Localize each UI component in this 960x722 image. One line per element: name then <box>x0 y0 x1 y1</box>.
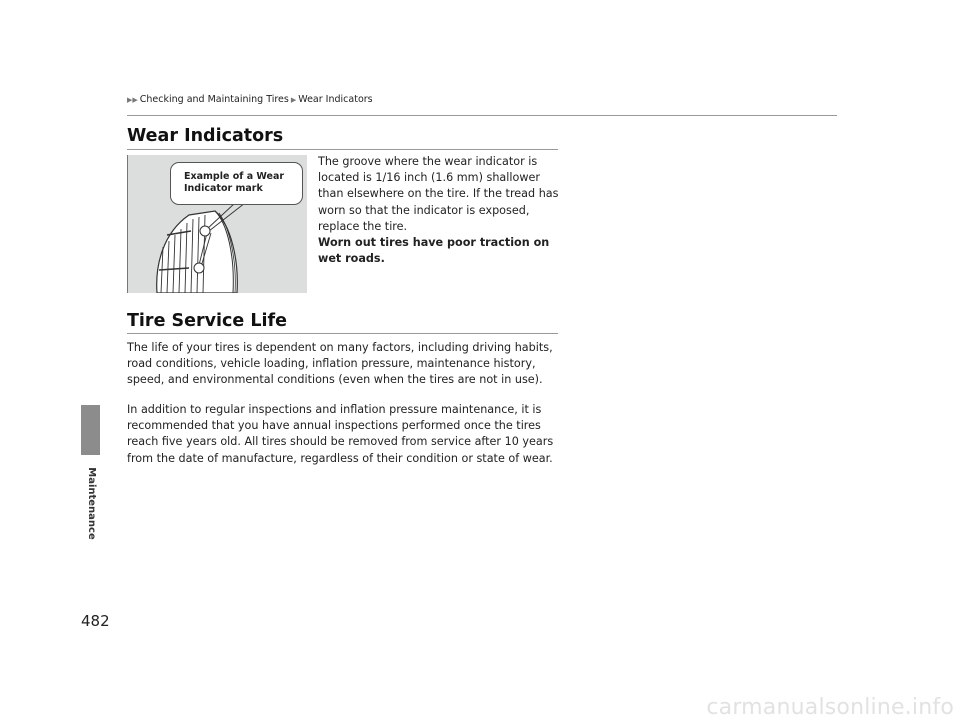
wear-indicators-divider <box>127 149 558 150</box>
breadcrumb-item-checking-tires[interactable]: Checking and Maintaining Tires <box>139 94 289 105</box>
wear-indicators-warning: Worn out tires have poor traction on wet roads. <box>318 236 550 266</box>
breadcrumb-arrow-icon: ▶ <box>290 95 297 104</box>
figure-callout-text: Example of a Wear Indicator mark <box>184 171 285 194</box>
tire-service-life-paragraph-1: The life of your tires is dependent on many factors, including driving habits, road conditions, vehicle loading, inflation pressure, maintenance history, speed, and environmental conditions (even when the tires are not in use). <box>127 341 553 387</box>
tire-service-life-heading: Tire Service Life <box>127 311 288 331</box>
section-tab <box>82 462 100 552</box>
breadcrumb <box>127 94 373 105</box>
page-number: 482 <box>81 612 110 630</box>
breadcrumb-item-wear-indicators[interactable]: Wear Indicators <box>298 94 373 105</box>
figure-callout <box>170 162 303 205</box>
section-tab-label: Maintenance <box>85 467 97 540</box>
watermark: carmanualsonline.info <box>706 695 954 720</box>
section-tab-marker <box>81 405 100 455</box>
tire-service-life-paragraph-2: In addition to regular inspections and inflation pressure maintenance, it is recommended that you have annual inspections performed once the tires reach five years old. All tires should be removed from service after 10 years from the date of manufacture, regardless of their condition or state of wear. <box>127 403 554 465</box>
tire-service-life-divider <box>127 333 558 334</box>
wear-indicators-body: The groove where the wear indicator is located is 1/16 inch (1.6 mm) shallower than elsewhere on the tire. If the tread has worn so that the indicator is exposed, replace the tire. <box>318 155 559 233</box>
breadcrumb-arrow-icon: ▶▶ <box>127 95 138 104</box>
wear-indicators-text <box>318 154 563 267</box>
wear-indicators-heading: Wear Indicators <box>127 126 284 146</box>
header-divider <box>127 115 837 116</box>
